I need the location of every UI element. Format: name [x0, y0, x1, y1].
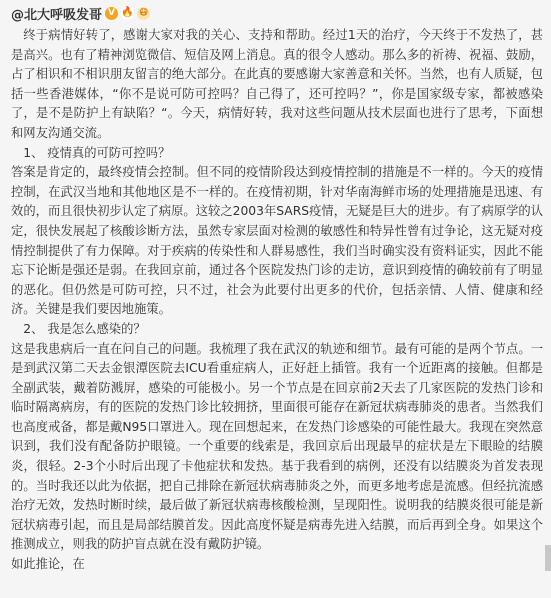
post-body [11, 26, 543, 575]
author-name[interactable]: @北大呼吸发哥 [11, 7, 103, 23]
section-heading-2: 2、 我是怎么感染的？ [23, 321, 146, 336]
side-scroll-tab[interactable] [545, 545, 551, 571]
flame-icon: 🔥 [121, 7, 134, 18]
post-paragraph-answer-1: 答案是肯定的，最终疫情会控制。但不同的疫情阶段达到疫情控制的措施是不一样的。今天的疫情控制，在武汉当地和其他地区是不一样的。在疫情初期，针对华南海鲜市场的处理措施是迅速、有效的，而且很快初步认定了病原。这较之2003年SARS疫情，无疑是巨大的进步。有了病原学的认定，很快发展起了核酸诊断方法，虽然专家层面对检测的敏感性和特异性曾有过争论，这无疑对疫情控制提供了有力保障。对于疾病的传染性和人群易感性，我们当时确实没有资料证实，因此不能忘下论断是强还是弱。在我回京前，通过各个医院发热门诊的走访，意识到疫情的确较前有了明显的恶化。但仍然是可防可控，只不过，社会为此要付出更多的代价，包括亲情、人情、健康和经济。关键是我们要因地施策。 [11, 165, 543, 317]
verified-v-icon[interactable]: V [105, 7, 118, 20]
post-paragraph-intro: 终于病情好转了，感谢大家对我的关心、支持和帮助。经过1天的治疗，今天终于不发热了，甚是高兴。也有了精神浏览微信、短信及网上消息。真的很令人感动。那么多的祈祷、祝福、鼓励，占了相识和不相识朋友留言的绝大部分。在此真的要感谢大家善意和关怀。当然，也有人质疑，包括一些香港媒体，“你不是说可防可控吗？自己得了，还可控吗？”，你是国家级专家，都被感染了，是不是防护上有缺陷？“。今天，病情好转，我对这些问题从技术层面也进行了思考，下面想和网友沟通交流。 [11, 28, 543, 140]
section-heading-1: 1、 疫情真的可防可控吗？ [23, 145, 171, 160]
post-paragraph-answer-2: 这是我患病后一直在问自己的问题。我梳理了我在武汉的轨迹和细节。最有可能的是两个节点。一是到武汉第二天去金银潭医院去ICU看重症病人，正好赶上插管。我有一个近距离的接触。但都是全副武装，戴着防溅屏，感染的可能极小。另一个节点是在回京前2天去了几家医院的发热门诊和临时隔离病房，有的医院的发热门诊比较拥挤，里面很可能存在新冠状病毒肺炎的患者。当然我们也高度戒备，都是戴N95口罩进入。现在回想起来，在发热门诊感染的可能性最大。我现在突然意识到，我们没有配备防护眼镜。一个重要的线索是，我回京后出现最早的症状是左下眼睑的结膜炎，很轻。2-3个小时后出现了卡他症状和发热。基于我看到的病例，还没有以结膜炎为首发表现的。当时我还以此为依据，把自己排除在新冠状病毒肺炎之外，而更多地考虑是流感。但经抗流感治疗无效，发热时断时续，最后做了新冠状病毒核酸检测，呈现阳性。说明我的结膜炎很可能是新冠状病毒引起，而且是局部结膜首发。因此高度怀疑是病毒先进入结膜，而后再到全身。如果这个推测成立，则我的防护盲点就在没有戴防护镜。 [11, 341, 543, 552]
post-header [11, 4, 543, 22]
mask-face-icon: 😷 [138, 7, 149, 18]
post-paragraph-continued: 如此推论，在 [11, 557, 85, 572]
